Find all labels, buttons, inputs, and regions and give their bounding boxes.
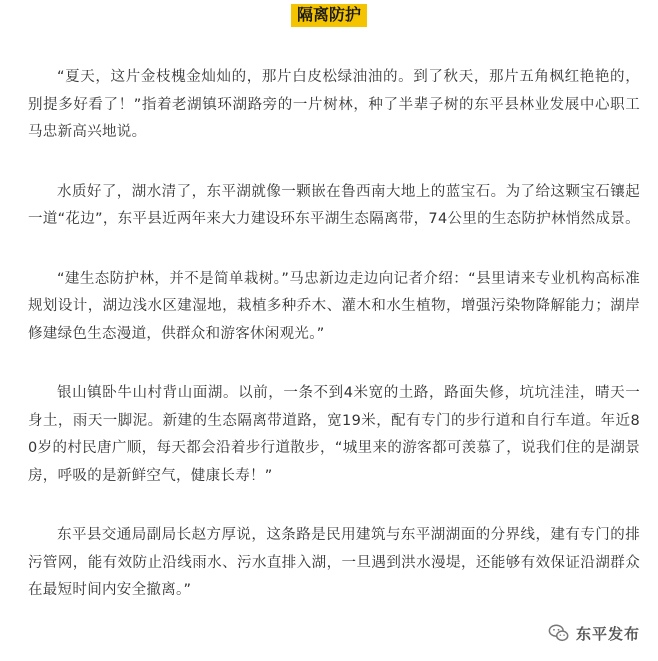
paragraph: “建生态防护林，并不是简单栽树。”马忠新边走边向记者介绍：“县里请来专业机构高标准规划设计，湖边浅水区建湿地，栽植多种乔木、灌木和水生植物，增强污染物降解能力；湖岸修建绿色生态漫道，供群众和游客休闲观光。”: [28, 270, 640, 342]
wechat-icon: [548, 622, 570, 644]
paragraph: 水质好了，湖水清了，东平湖就像一颗嵌在鲁西南大地上的蓝宝石。为了给这颗宝石镶起一道“花边”，东平县近两年来大力建设环东平湖生态隔离带，74公里的生态防护林悄然成景。: [28, 183, 640, 227]
article-body: [28, 64, 640, 637]
article-title: 隔离防护: [291, 4, 367, 27]
paragraph: 东平县交通局副局长赵方厚说，这条路是民用建筑与东平湖湖面的分界线，建有专门的排污管网，能有效防止沿线雨水、污水直排入湖，一旦遇到洪水漫堤，还能够有效保证沿湖群众在最短时间内安全撤离。”: [28, 527, 640, 598]
paragraph: 银山镇卧牛山村背山面湖。以前，一条不到4米宽的土路，路面失修，坑坑洼洼，晴天一身土，雨天一脚泥。新建的生态隔离带道路，宽19米，配有专门的步行道和自行车道。年近80岁的村民唐广顺，每天都会沿着步行道散步，“城里来的游客都可羡慕了，说我们住的是湖景房，呼吸的是新鲜空气，健康长寿！”: [28, 385, 640, 484]
paragraph: “夏天，这片金枝槐金灿灿的，那片白皮松绿油油的。到了秋天，那片五角枫红艳艳的，别提多好看了！”指着老湖镇环湖路旁的一片树林，种了半辈子树的东平县林业发展中心职工马忠新高兴地说。: [28, 69, 640, 140]
watermark-text: 东平发布: [575, 624, 640, 643]
source-watermark: [544, 621, 644, 645]
title-area: [0, 4, 658, 27]
